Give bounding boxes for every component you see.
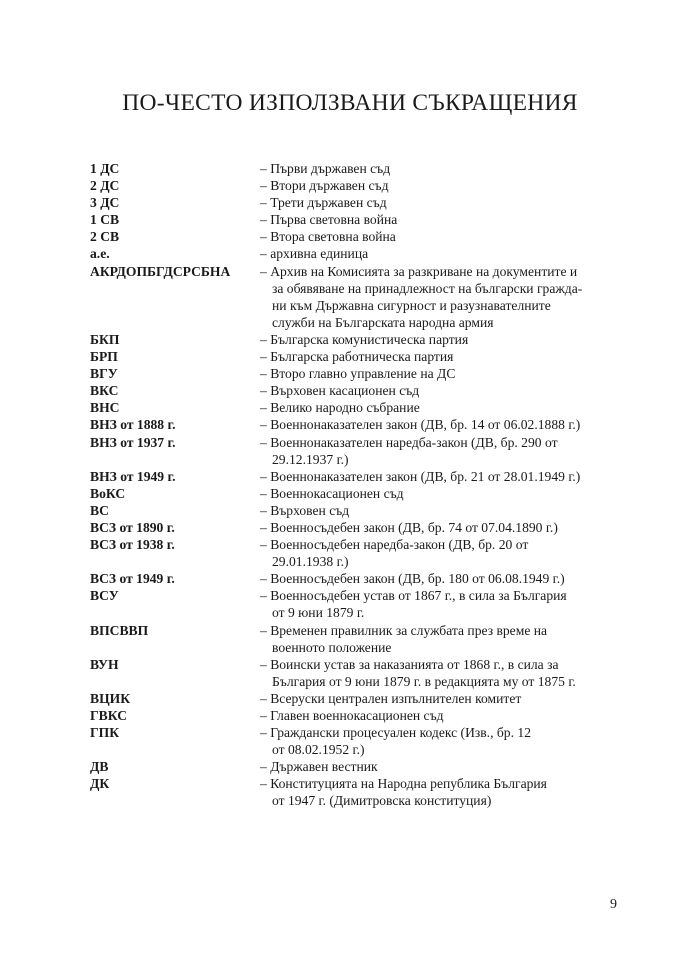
abbreviation-term: ДВ [90,759,109,775]
abbreviation-row [90,775,630,809]
abbreviation-definition [260,724,630,758]
abbreviation-term: ГВКС [90,708,128,723]
abbreviation-row [90,228,630,245]
abbreviation-row [90,194,630,211]
definition-line: 29.01.1938 г.) [272,554,349,570]
page-title: ПО-ЧЕСТО ИЗПОЛЗВАНИ СЪКРАЩЕНИЯ [122,90,578,116]
abbreviation-row [90,245,630,262]
abbreviation-row [90,758,630,775]
definition-line: – Първа световна война [260,212,398,228]
abbreviation-definition [260,587,630,621]
abbreviation-row [90,724,630,758]
definition-line: – Българска работническа партия [260,349,454,365]
definition-line: – Държавен вестник [260,759,378,775]
abbreviation-term: ВоКС [90,485,126,501]
definition-line: – Главен военнокасационен съд [260,708,444,723]
abbreviation-definition [260,263,630,331]
definition-line: – Граждански процесуален кодекс (Изв., бр. 12 [260,725,531,741]
abbreviation-term: ВСЗ от 1949 г. [90,571,175,587]
abbreviation-row [90,485,630,502]
abbreviation-row [90,382,630,399]
abbreviation-definition [260,160,630,177]
abbreviation-row [90,399,630,416]
abbreviation-row [90,519,630,536]
definition-line: от 08.02.1952 г.) [272,742,365,758]
abbreviation-definition [260,211,630,228]
abbreviation-term: ДК [90,776,110,792]
abbreviation-term: ВСЗ от 1938 г. [90,537,175,553]
abbreviation-row [90,707,630,724]
abbreviation-term: 3 ДС [90,195,120,211]
abbreviation-definition [260,502,630,519]
abbreviation-definition [260,570,630,587]
definition-line: – Военнокасационен съд [260,485,404,501]
abbreviation-definition [260,536,630,570]
abbreviation-row [90,416,630,433]
abbreviation-definition [260,348,630,365]
definition-line: – Велико народно събрание [260,400,420,416]
abbreviation-definition [260,331,630,348]
definition-line: 29.12.1937 г.) [272,451,349,467]
definition-line: – Втора световна война [260,229,396,245]
abbreviation-row [90,177,630,194]
definition-line: – Военносъдебен наредба-закон (ДВ, бр. 20 от [260,537,529,553]
definition-line: от 1947 г. (Димитровска конституция) [272,793,492,809]
abbreviation-row [90,331,630,348]
definition-line: – Върховен касационен съд [260,383,420,399]
definition-line: – Временен правилник за службата през време на [260,622,548,638]
abbreviation-row [90,434,630,468]
abbreviation-row [90,570,630,587]
abbreviation-term: ВСУ [90,588,119,604]
abbreviation-definition [260,622,630,656]
abbreviation-definition [260,228,630,245]
definition-line: – Военносъдебен закон (ДВ, бр. 180 от 06.08.1949 г.) [260,571,565,587]
abbreviation-definition [260,365,630,382]
definition-line: служби на Българската народна армия [272,314,494,330]
abbreviation-definition [260,194,630,211]
definition-line: – Всеруски централен изпълнителен комитет [260,690,522,706]
definition-line: – Военносъдебен устав от 1867 г., в сила за България [260,588,567,604]
abbreviation-term: ВНС [90,400,120,416]
abbreviation-term: ВКС [90,383,119,399]
definition-line: ни към Държавна сигурност и разузнавателните [272,297,551,313]
abbreviation-term: БРП [90,349,118,365]
abbreviation-term: АКРДОПБГДСРСБНА [90,263,231,279]
abbreviation-definition [260,656,630,690]
abbreviation-definition [260,519,630,536]
definition-line: – Военнонаказателен закон (ДВ, бр. 14 от 06.02.1888 г.) [260,417,581,433]
definition-line: – архивна единица [260,246,369,262]
definition-line: от 9 юни 1879 г. [272,605,365,621]
abbreviation-list [90,160,630,810]
definition-line: – Военнонаказателен наредба-закон (ДВ, бр. 290 от [260,434,558,450]
abbreviation-definition [260,177,630,194]
abbreviation-row [90,211,630,228]
abbreviation-row [90,502,630,519]
abbreviation-term: ВНЗ от 1949 г. [90,468,176,484]
definition-line: за обявяване на принадлежност на български гражда- [272,280,583,296]
abbreviation-term: 2 ДС [90,178,120,194]
definition-line: – Конституцията на Народна република България [260,776,547,792]
abbreviation-row [90,468,630,485]
abbreviation-row [90,622,630,656]
definition-line: – Втори държавен съд [260,178,389,194]
abbreviation-definition [260,399,630,416]
abbreviation-term: 2 СВ [90,229,120,245]
abbreviation-row [90,690,630,707]
abbreviation-term: ВПСВВП [90,622,149,638]
definition-line: – Воински устав за наказанията от 1868 г., в сила за [260,656,559,672]
abbreviation-term: ВЦИК [90,690,131,706]
definition-line: – Архив на Комисията за разкриване на документите и [260,263,578,279]
abbreviation-definition [260,690,630,707]
abbreviation-definition [260,758,630,775]
page-number: 9 [610,897,617,912]
abbreviation-definition [260,416,630,433]
abbreviation-row [90,656,630,690]
abbreviation-term: 1 ДС [90,161,120,176]
abbreviation-term: БКП [90,331,120,347]
abbreviation-row [90,263,630,331]
abbreviation-term: 1 СВ [90,212,120,228]
abbreviation-row [90,348,630,365]
abbreviation-row [90,587,630,621]
abbreviation-definition [260,485,630,502]
definition-line: – Военнонаказателен закон (ДВ, бр. 21 от 28.01.1949 г.) [260,468,581,484]
abbreviation-row [90,160,630,177]
definition-line: България от 9 юни 1879 г. в редакцията му от 1875 г. [272,673,576,689]
definition-line: – Върховен съд [260,502,350,518]
abbreviation-term: ВСЗ от 1890 г. [90,519,175,535]
abbreviation-term: ВС [90,502,109,518]
abbreviation-term: ВУН [90,656,119,672]
definition-line: – Второ главно управление на ДС [260,366,456,382]
abbreviation-row [90,365,630,382]
definition-line: – Първи държавен съд [260,161,391,176]
abbreviation-definition [260,707,630,724]
abbreviation-definition [260,382,630,399]
abbreviation-term: ГПК [90,725,120,741]
abbreviation-definition [260,245,630,262]
abbreviation-definition [260,468,630,485]
abbreviation-term: а.е. [90,246,110,262]
abbreviation-term: ВНЗ от 1888 г. [90,417,176,433]
abbreviation-row [90,536,630,570]
abbreviation-definition [260,434,630,468]
definition-line: военното положение [272,639,392,655]
abbreviation-term: ВНЗ от 1937 г. [90,434,176,450]
definition-line: – Българска комунистическа партия [260,331,469,347]
abbreviation-term: ВГУ [90,366,118,382]
definition-line: – Военносъдебен закон (ДВ, бр. 74 от 07.04.1890 г.) [260,519,558,535]
abbreviation-definition [260,775,630,809]
definition-line: – Трети държавен съд [260,195,387,211]
